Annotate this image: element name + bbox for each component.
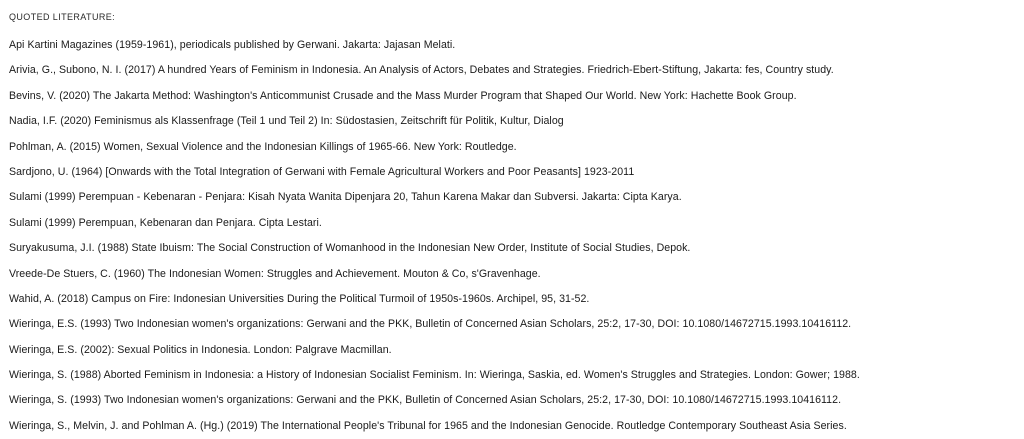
- reference-item: Wieringa, E.S. (2002): Sexual Politics in Indonesia. London: Palgrave Macmillan.: [9, 343, 392, 356]
- reference-item: Wieringa, S. (1988) Aborted Feminism in Indonesia: a History of Indonesian Socialist Feminism. In: Wieringa, Saskia, ed. Women's Struggles and Strategies. London: Gower; 1988.: [9, 369, 860, 382]
- section-heading: QUOTED LITERATURE:: [9, 12, 116, 22]
- reference-item: Suryakusuma, J.I. (1988) State Ibuism: The Social Construction of Womanhood in the Indonesian New Order, Institute of Social Studies, Depok.: [9, 242, 691, 255]
- reference-item: Sardjono, U. (1964) [Onwards with the Total Integration of Gerwani with Female Agricultural Workers and Poor Peasants] 1923-2011: [9, 165, 635, 178]
- reference-item: Vreede-De Stuers, C. (1960) The Indonesian Women: Struggles and Achievement. Mouton & Co, s'Gravenhage.: [9, 267, 541, 280]
- reference-item: Nadia, I.F. (2020) Feminismus als Klassenfrage (Teil 1 und Teil 2) In: Südostasien, Zeitschrift für Politik, Kultur, Dialog: [9, 115, 564, 128]
- reference-item: Wahid, A. (2018) Campus on Fire: Indonesian Universities During the Political Turmoil of 1950s-1960s. Archipel, 95, 31-52.: [9, 292, 590, 305]
- reference-item: Wieringa, S., Melvin, J. and Pohlman A. (Hg.) (2019) The International People's Tribunal for 1965 and the Indonesian Genocide. Routledge Contemporary Southeast Asia Series.: [9, 419, 847, 432]
- reference-item: Arivia, G., Subono, N. I. (2017) A hundred Years of Feminism in Indonesia. An Analysis of Actors, Debates and Strategies. Friedrich-Ebert-Stiftung, Jakarta: fes, Country study.: [9, 64, 834, 77]
- reference-list: [9, 33, 1024, 439]
- reference-item: Wieringa, E.S. (1993) Two Indonesian women's organizations: Gerwani and the PKK, Bulletin of Concerned Asian Scholars, 25:2, 17-30, DOI: 10.1080/14672715.1993.10416112.: [9, 318, 852, 331]
- reference-item: Api Kartini Magazines (1959-1961), periodicals published by Gerwani. Jakarta: Jajasan Melati.: [9, 39, 456, 51]
- reference-item: Sulami (1999) Perempuan - Kebenaran - Penjara: Kisah Nyata Wanita Dipenjara 20, Tahun Karena Makar dan Subversi. Jakarta: Cipta Karya.: [9, 191, 682, 204]
- reference-item: Bevins, V. (2020) The Jakarta Method: Washington's Anticommunist Crusade and the Mass Murder Program that Shaped Our World. New York: Hachette Book Group.: [9, 89, 797, 102]
- reference-item: Sulami (1999) Perempuan, Kebenaran dan Penjara. Cipta Lestari.: [9, 216, 322, 229]
- reference-item: Wieringa, S. (1993) Two Indonesian women's organizations: Gerwani and the PKK, Bulletin of Concerned Asian Scholars, 25:2, 17-30, DOI: 10.1080/14672715.1993.10416112.: [9, 394, 842, 407]
- reference-item: Pohlman, A. (2015) Women, Sexual Violence and the Indonesian Killings of 1965-66. New York: Routledge.: [9, 140, 517, 153]
